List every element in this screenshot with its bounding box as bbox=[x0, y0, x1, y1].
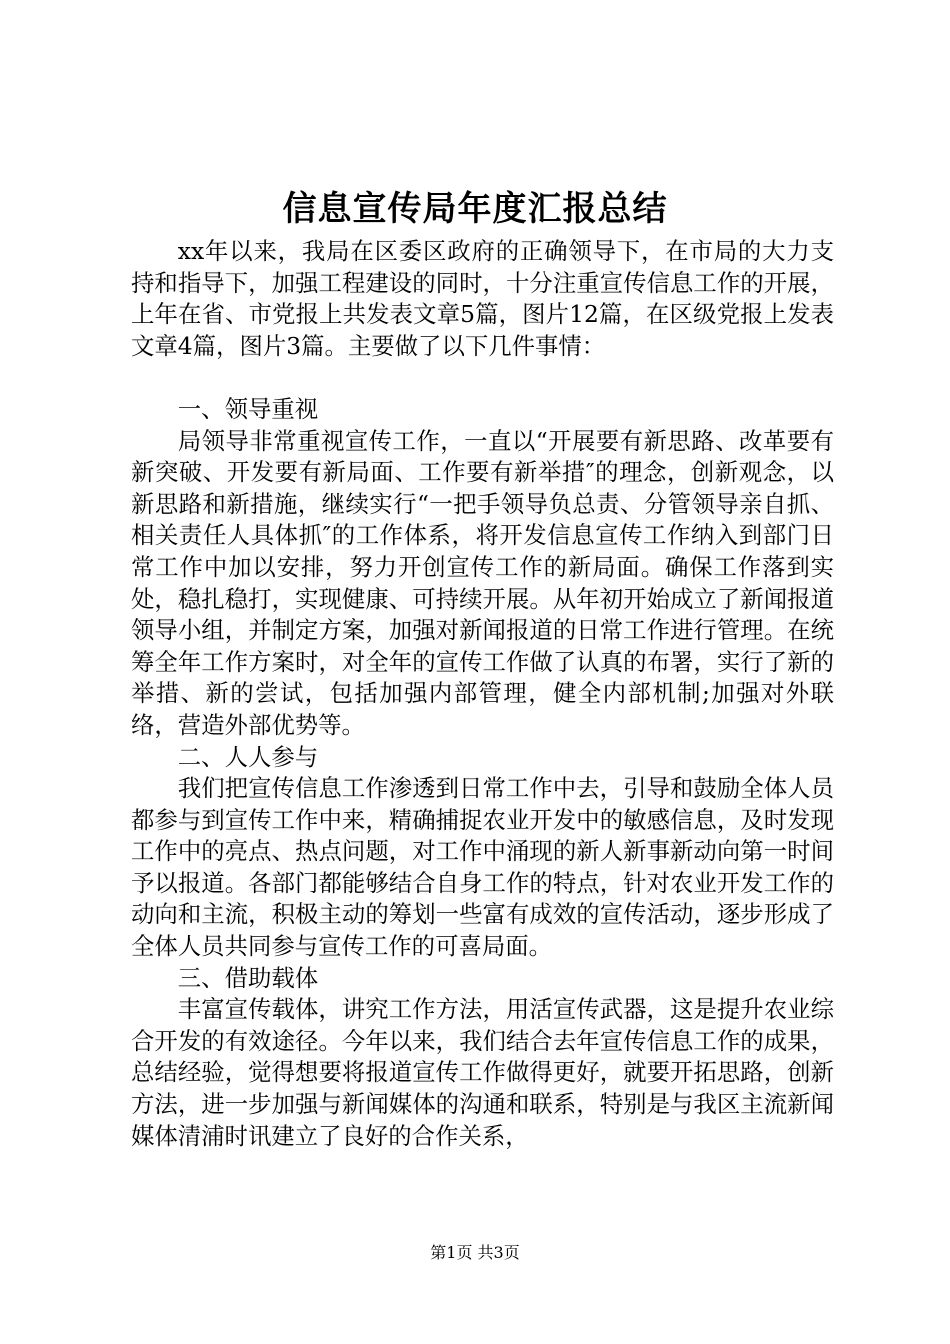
document-title: 信息宣传局年度汇报总结 bbox=[282, 189, 668, 229]
section-heading-1: 一、领导重视 bbox=[177, 394, 319, 423]
section-paragraph-2: 我们把宣传信息工作渗透到日常工作中去，引导和鼓励全体人员都参与到宣传工作中来，精确捕捉农业开发中的敏感信息，及时发现工作中的亮点、热点问题，对工作中涌现的新人新事新动向第一时间予以报道。各部门都能够结合自身工作的特点，针对农业开发工作的动向和主流，积极主动的筹划一些富有成效的宣传活动，逐步形成了全体人员共同参与宣传工作的可喜局面。 bbox=[131, 774, 834, 961]
page-number-footer: 第1页 共3页 bbox=[430, 1243, 520, 1262]
section-heading-3: 三、借助载体 bbox=[177, 963, 319, 992]
document-body bbox=[131, 236, 834, 1152]
section-heading-2: 二、人人参与 bbox=[177, 742, 319, 771]
intro-paragraph: xx年以来，我局在区委区政府的正确领导下，在市局的大力支持和指导下，加强工程建设的同时，十分注重宣传信息工作的开展，上年在省、市党报上共发表文章5篇，图片12篇，在区级党报上发表文章4篇，图片3篇。主要做了以下几件事情： bbox=[131, 237, 834, 360]
section-paragraph-3: 丰富宣传载体，讲究工作方法，用活宣传武器，这是提升农业综合开发的有效途径。今年以来，我们结合去年宣传信息工作的成果，总结经验，觉得想要将报道宣传工作做得更好，就要开拓思路，创新方法，进一步加强与新闻媒体的沟通和联系，特别是与我区主流新闻媒体清浦时讯建立了良好的合作关系， bbox=[131, 995, 834, 1150]
section-paragraph-1: 局领导非常重视宣传工作，一直以“开展要有新思路、改革要有新突破、开发要有新局面、工作要有新举措″的理念，创新观念，以新思路和新措施，继续实行“一把手领导负总责、分管领导亲自抓、相关责任人具体抓″的工作体系，将开发信息宣传工作纳入到部门日常工作中加以安排，努力开创宣传工作的新局面。确保工作落到实处，稳扎稳打，实现健康、可持续开展。从年初开始成立了新闻报道领导小组，并制定方案，加强对新闻报道的日常工作进行管理。在统筹全年工作方案时，对全年的宣传工作做了认真的布署，实行了新的举措、新的尝试，包括加强内部管理，健全内部机制;加强对外联络，营造外部优势等。 bbox=[131, 426, 834, 739]
